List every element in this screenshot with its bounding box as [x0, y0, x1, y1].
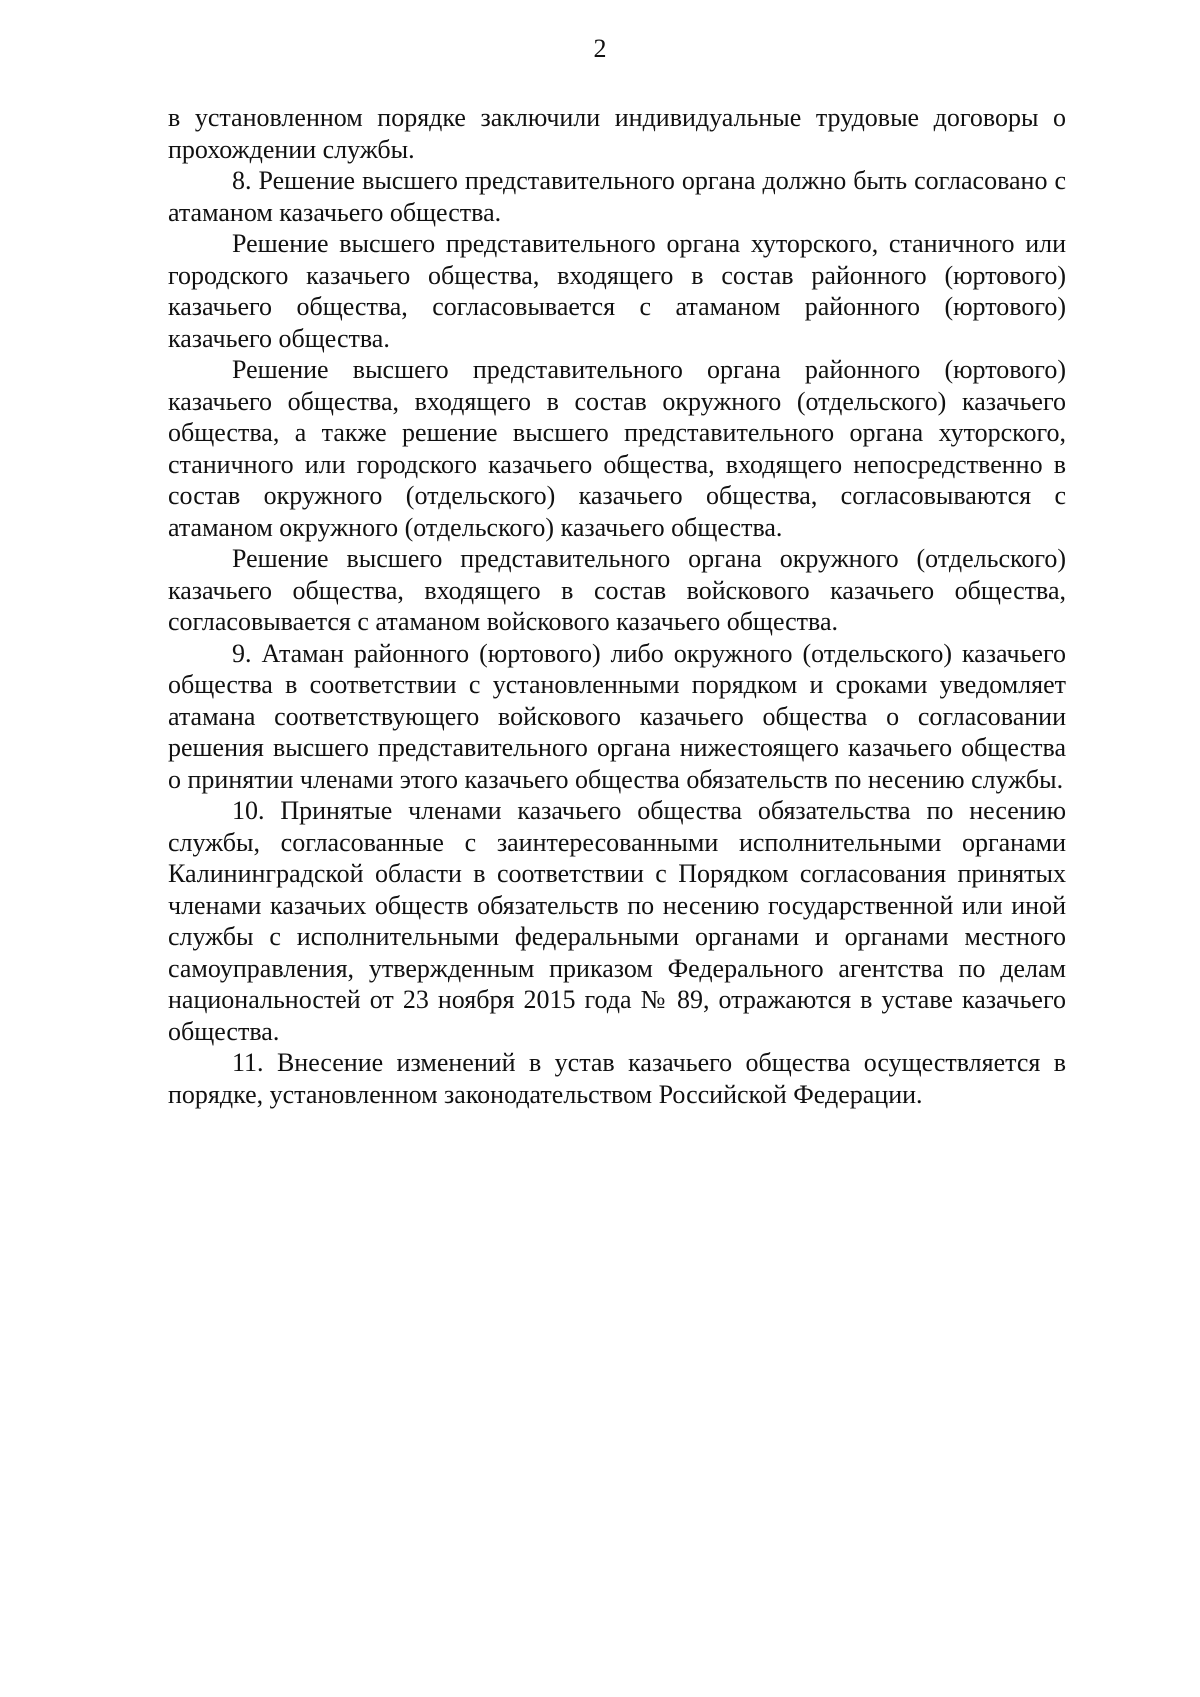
paragraph-continuation: в установленном порядке заключили индивидуальные трудовые договоры о прохождении службы.: [168, 103, 1066, 164]
paragraph-item-8-district: Решение высшего представительного органа районного (юртового) казачьего общества, входящего в состав окружного (отдельского) казачьего общества, а также решение высшего представительного органа хуторского, станичного или городского казачьего общества, входящего непосредственно в состав окружного (отдельского) казачьего общества, согласовываются с атаманом окружного (отдельского) казачьего общества.: [168, 355, 1066, 542]
paragraph-item-8: 8. Решение высшего представительного органа должно быть согласовано с атаманом казачьего общества.: [168, 166, 1066, 227]
document-body: [168, 102, 1066, 1110]
paragraph-item-9: 9. Атаман районного (юртового) либо окружного (отдельского) казачьего общества в соответствии с установленными порядком и сроками уведомляет атамана соответствующего войскового казачьего общества о согласовании решения высшего представительного органа нижестоящего казачьего общества о принятии членами этого казачьего общества обязательств по несению службы.: [168, 638, 1066, 794]
paragraph-item-11: 11. Внесение изменений в устав казачьего общества осуществляется в порядке, установленном законодательством Российской Федерации.: [168, 1048, 1066, 1109]
paragraph-item-8-okrug: Решение высшего представительного органа окружного (отдельского) казачьего общества, входящего в состав войскового казачьего общества, согласовывается с атаманом войскового казачьего общества.: [168, 544, 1066, 636]
paragraph-item-10: 10. Принятые членами казачьего общества обязательства по несению службы, согласованные с заинтересованными исполнительными органами Калининградской области в соответствии с Порядком согласования принятых членами казачьих обществ обязательств по несению государственной или иной службы с исполнительными федеральными органами и органами местного самоуправления, утвержденным приказом Федерального агентства по делам национальностей от 23 ноября 2015 года № 89, отражаются в уставе казачьего общества.: [168, 796, 1066, 1046]
page-number: 2: [593, 34, 607, 63]
paragraph-item-8-khutor: Решение высшего представительного органа хуторского, станичного или городского казачьего общества, входящего в состав районного (юртового) казачьего общества, согласовывается с атаманом районного (юртового) казачьего общества.: [168, 229, 1066, 353]
